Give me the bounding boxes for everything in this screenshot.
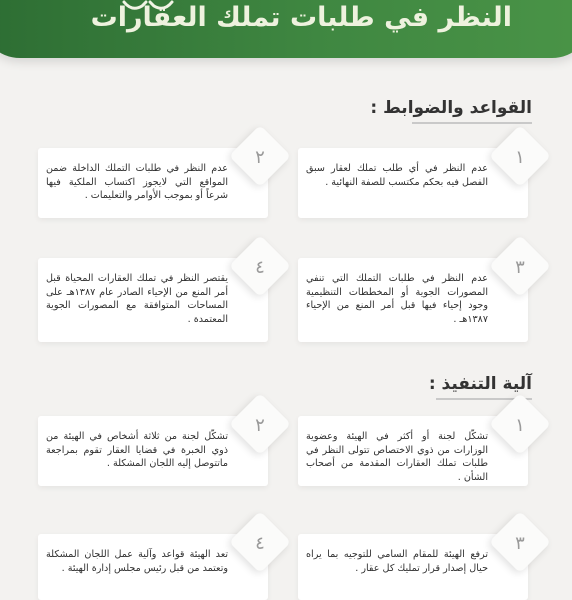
mechanism-number-4: ٤ [255,533,265,554]
rule-number-1: ١ [515,147,525,168]
rule-text-1: عدم النظر في أي طلب تملك لعقار سبق الفصل فيه بحكم مكتسب للصفة النهائية . [306,163,488,188]
rule-number-4: ٤ [255,257,265,278]
rule-card-2 [38,148,268,218]
mechanism-number-2: ٢ [255,415,265,436]
mechanism-card-2 [38,416,268,486]
mechanism-text-3: ترفع الهيئة للمقام السامي للتوجيه بما يراه حيال إصدار قرار تمليك كل عقار . [306,549,488,574]
mechanism-number-1: ١ [515,415,525,436]
mechanism-number-3: ٣ [515,533,525,554]
page-title: النظر في طلبات تملك العقارات [90,2,512,33]
rule-card-3 [298,258,528,342]
rule-text-4: يقتصر النظر في تملك العقارات المحياة قبل أمر المنع من الإحياء الصادر عام ١٣٨٧هـ على المساحات المتوافقة مع المصورات الجوية المعتمدة . [46,273,228,325]
mechanism-text-2: تشكّل لجنة من ثلاثة أشخاص في الهيئة من ذوي الخبرة في قضايا العقار تقوم بمراجعة ماتتوصل إليه اللجان المشكلة . [46,431,228,469]
mechanism-card-1 [298,416,528,486]
rule-number-3: ٣ [515,257,525,278]
rule-number-2: ٢ [255,147,265,168]
rule-text-2: عدم النظر في طلبات التملك الداخلة ضمن المواقع التي لايجوز اكتساب الملكية فيها شرعاً أو بموجب الأوامر والتعليمات . [46,163,228,201]
mechanism-text-1: تشكّل لجنة أو أكثر في الهيئة وعضوية الوزارات من ذوي الاختصاص تتولى النظر في طلبات تملك العقارات المقدمة من أصحاب الشأن . [306,431,488,483]
rule-card-1 [298,148,528,218]
rules-title-underline [412,122,532,124]
mechanism-text-4: تعد الهيئة قواعد وآلية عمل اللجان المشكلة وتعتمد من قبل رئيس مجلس إدارة الهيئة . [46,549,228,574]
mechanism-card-3 [298,534,528,600]
mechanism-card-4 [38,534,268,600]
rule-text-3: عدم النظر في طلبات التملك التي تنفي المصورات الجوية أو المخططات التنظيمية وجود إحياء فيها قبل أمر المنع من الإحياء ١٣٨٧هـ . [306,273,488,325]
mechanism-section-title: آلية التنفيذ : [428,374,532,394]
rules-section-title: القواعد والضوابط : [370,98,532,118]
rule-card-4 [38,258,268,342]
